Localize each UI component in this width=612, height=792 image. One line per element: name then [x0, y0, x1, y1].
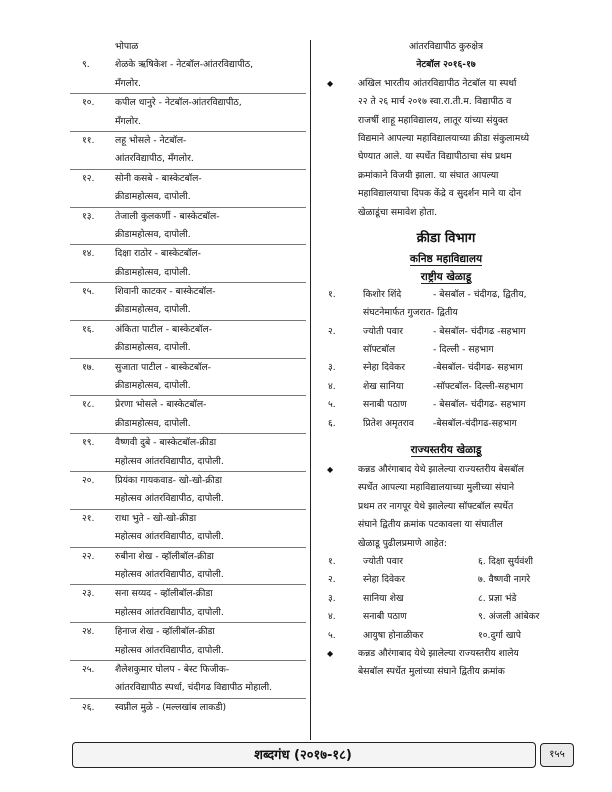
entry-name-sport: लहू भोसले - नेटबॉल- — [115, 134, 187, 146]
player-number: ४. — [328, 611, 336, 623]
entry-number: १४. — [82, 248, 95, 260]
left-top-line: भोपाळ — [115, 41, 139, 52]
state-paragraph — [318, 461, 574, 553]
entry-venue: आंतरविद्यापीठ, मँगलोर. — [115, 153, 194, 165]
paragraph-line — [318, 498, 574, 516]
sub-title: कनिष्ठ महाविद्यालय — [409, 252, 483, 265]
entry-line-2 — [70, 75, 306, 94]
entry-line-2 — [70, 679, 306, 698]
player-name-second: १०.दुर्गा खापे — [478, 629, 521, 641]
state-players-list — [318, 553, 574, 645]
bullet-icon: ◆ — [327, 78, 334, 88]
entry-venue: क्रीडामहोत्सव, दापोली. — [115, 380, 191, 392]
page-number: १५५ — [540, 743, 574, 767]
section-title: क्रीडा विभाग — [416, 230, 476, 246]
player-detail: -बेसबॉल- चंदीगढ- सहभाग — [433, 362, 523, 374]
player-number: २. — [328, 574, 336, 586]
netball-paragraph — [318, 75, 574, 222]
column-divider — [310, 40, 311, 740]
entry-venue: मँगलोर. — [115, 115, 141, 127]
player-number: १. — [328, 555, 336, 567]
player-name: ज्योती पवार — [363, 555, 403, 567]
entry-name-sport: दिक्षा राठोर - बास्केटबॉल- — [115, 248, 201, 260]
player-number: २. — [328, 325, 336, 337]
right-column — [318, 38, 574, 682]
player-name-second: ९. अंजली आंबेकर — [478, 611, 540, 623]
player-name: किशोर शिंदे — [363, 288, 402, 300]
entry-name-sport: प्रियंका गायकवाड- खो-खो-क्रीडा — [115, 474, 223, 486]
entry-name-sport: प्रेरणा भोसले - बास्केटबॉल- — [115, 399, 207, 411]
entry-line-2 — [70, 264, 306, 283]
player-name: सनाबी पठाण — [363, 611, 407, 623]
entry-venue: महोत्सव आंतरविद्यापीठ, दापोली. — [115, 644, 224, 656]
entry-number: २५. — [82, 663, 95, 675]
player-number: ३. — [328, 592, 336, 604]
entry-name-sport: स्वप्नील मुळे - (मल्लखांब लाकडी) — [115, 701, 227, 713]
entry-line-2 — [70, 415, 306, 434]
player-detail: - दिल्ली - सहभाग — [433, 344, 494, 356]
entry-venue: महोत्सव आंतरविद्यापीठ, दापोली. — [115, 568, 224, 580]
entry-name-sport: राधा भुते - खो-खो-क्रीडा — [115, 512, 197, 524]
paragraph-line — [318, 185, 574, 203]
national-player-row — [318, 341, 574, 359]
entry-line-1 — [70, 208, 306, 226]
state-player-row — [318, 553, 574, 571]
player-number: १. — [328, 288, 336, 300]
paragraph-line — [318, 663, 574, 681]
paragraph-line — [318, 516, 574, 534]
page-footer — [72, 742, 572, 770]
entry-line-2 — [70, 377, 306, 396]
paragraph-line — [318, 75, 574, 93]
player-number: ५. — [328, 399, 336, 411]
entry-line-1 — [70, 94, 306, 112]
entry-line-1 — [70, 170, 306, 188]
entry-line-2 — [70, 528, 306, 547]
player-name: आयुषा होनाळीकर — [363, 629, 424, 641]
national-player-row — [318, 323, 574, 341]
bullet-icon: ◆ — [327, 648, 334, 658]
entry-line-2 — [70, 642, 306, 661]
entry-venue: मँगलोर. — [115, 77, 141, 89]
entry-name-sport: वैष्णवी दुबे - बास्केटबॉल-क्रीडा — [115, 437, 217, 449]
paragraph-text: स्पर्धेत आपल्या महाविद्यालयाच्या मुलीच्या संघाने — [358, 482, 515, 494]
paragraph-text: कन्नड औरंगाबाद येथे झालेल्या राज्यस्तरीय शालेय — [358, 647, 519, 659]
state-heading: राज्यस्तरीय खेळाडू — [410, 444, 482, 457]
player-number: ५. — [328, 629, 336, 641]
player-name-second: ७. वैष्णवी नागरे — [478, 574, 531, 586]
school-paragraph — [318, 645, 574, 682]
entry-number: १८. — [82, 399, 95, 411]
bullet-icon: ◆ — [327, 465, 334, 475]
entry-number: २३. — [82, 588, 95, 600]
player-name: स्नेहा दिवेकर — [363, 574, 405, 586]
entry-line-1 — [70, 585, 306, 603]
entry-venue: क्रीडामहोत्सव, दापोली. — [115, 266, 191, 278]
paragraph-text: विद्यमाने आपल्या महाविद्यालयाच्या क्रीडा संकुलामध्ये — [358, 132, 530, 144]
national-players-list — [318, 286, 574, 433]
entry-line-1 — [70, 283, 306, 301]
entry-number: १३. — [82, 210, 95, 222]
player-name: शेख सानिया — [363, 380, 404, 392]
player-detail: - बेसबॉल - चंदीगढ, द्वितीय, — [433, 288, 527, 300]
national-player-extra — [318, 304, 574, 322]
entry-venue: महोत्सव आंतरविद्यापीठ, दापोली. — [115, 455, 224, 467]
player-name: सनाबी पठाण — [363, 399, 407, 411]
entry-venue: क्रीडामहोत्सव, दापोली. — [115, 228, 191, 240]
national-player-row — [318, 396, 574, 414]
entry-venue: महोत्सव आंतरविद्यापीठ, दापोली. — [115, 531, 224, 543]
entry-name-sport: तेजाली कुलकर्णी - बास्केटबॉल- — [115, 210, 220, 222]
entry-number: २२. — [82, 550, 95, 562]
paragraph-text: राजर्षी शाहू महाविद्यालय, लातूर यांच्या संयुक्त — [358, 114, 508, 126]
entry-name-sport: हिनाज शेख - व्हॉलीबॉल-क्रीडा — [115, 626, 215, 638]
entry-venue: क्रीडामहोत्सव, दापोली. — [115, 417, 191, 429]
entry-name-sport: सुजाता पाटील - बास्केटबॉल- — [115, 361, 211, 373]
entry-venue: महोत्सव आंतरविद्यापीठ, दापोली. — [115, 606, 224, 618]
player-detail: -बेसबॉल-चंदीगढ-सहभाग — [433, 417, 517, 429]
state-player-row — [318, 627, 574, 645]
entry-line-2 — [70, 113, 306, 132]
state-player-row — [318, 608, 574, 626]
entry-number: १७. — [82, 361, 95, 373]
entry-name-sport: सोनी कसबे - बास्केटबॉल- — [115, 172, 202, 184]
entry-name-sport: शिवानी काटकर - बास्केटबॉल- — [115, 286, 216, 298]
entry-line-2 — [70, 566, 306, 585]
player-name: ज्योती पवार — [363, 325, 403, 337]
paragraph-text: खेळाडू पुढीलप्रमाणे आहेत: — [358, 537, 447, 549]
player-number: ३. — [328, 362, 336, 374]
paragraph-line — [318, 535, 574, 553]
entry-line-2 — [70, 188, 306, 207]
paragraph-line — [318, 479, 574, 497]
entry-number: २१. — [82, 512, 95, 524]
entry-line-1 — [70, 623, 306, 641]
paragraph-text: कन्नड औरंगाबाद येथे झालेल्या राज्यस्तरीय बेसबॉल — [358, 464, 524, 476]
player-name: स्नेहा दिवेकर — [363, 362, 405, 374]
national-player-row — [318, 415, 574, 433]
entry-name-sport: शेळके ऋषिकेश - नेटबॉल-आंतरविद्यापीठ, — [115, 59, 253, 71]
entry-line-2 — [70, 226, 306, 245]
entry-number: २४. — [82, 626, 95, 638]
national-heading: राष्ट्रीय खेळाडू — [420, 270, 472, 283]
state-player-row — [318, 571, 574, 589]
paragraph-line — [318, 461, 574, 479]
footer-title: शब्दगंध (२०१७-१८) — [254, 748, 352, 763]
entry-line-2 — [70, 604, 306, 623]
entry-line-1 — [70, 699, 306, 717]
paragraph-text: महाविद्यालयाचा दिपक केंद्रे व सुदर्शन माने या दोन — [358, 188, 522, 200]
entry-line-1 — [70, 321, 306, 339]
entry-name-sport: सना सय्यद - व्हॉलीबॉल-क्रीडा — [115, 588, 213, 600]
entry-line-1 — [70, 132, 306, 150]
paragraph-line — [318, 148, 574, 166]
entry-number: २६. — [82, 701, 95, 713]
state-player-row — [318, 590, 574, 608]
paragraph-line — [318, 645, 574, 663]
paragraph-text: क्रमांकाने विजयी झाला. या संघात आपल्या — [358, 169, 499, 181]
entry-line-1 — [70, 510, 306, 528]
left-column — [70, 38, 306, 717]
entry-number: १०. — [82, 97, 95, 109]
netball-heading: नेटबॉल २०१६-१७ — [416, 59, 476, 71]
player-detail: - बेसबॉल- चंदीगढ -सहभाग — [433, 325, 526, 337]
paragraph-text: प्रथम तर नागपूर येथे झालेल्या सॉफ्टबॉल स्पर्धेत — [358, 500, 514, 512]
entry-line-2 — [70, 301, 306, 320]
paragraph-text: अखिल भारतीय आंतरविद्यापीठ नेटबॉल या स्पर्धा — [358, 77, 517, 89]
player-name: सॉफ्टबॉल — [363, 344, 396, 356]
paragraph-line — [318, 204, 574, 222]
paragraph-text: घेण्यात आले. या स्पर्धेत विद्यापीठाचा संघ प्रथम — [358, 151, 512, 163]
entry-number: १९. — [82, 437, 95, 449]
entry-line-1 — [70, 472, 306, 490]
paragraph-line — [318, 167, 574, 185]
entry-number: १२. — [82, 172, 95, 184]
entry-line-1 — [70, 434, 306, 452]
paragraph-text: खेळाडूंचा समावेश होता. — [358, 206, 438, 218]
national-player-row — [318, 286, 574, 304]
entry-number: १५. — [82, 286, 95, 298]
entry-venue: आंतरविद्यापीठ स्पर्धा, चंदीगढ विद्यापीठ मोहाली. — [115, 682, 273, 694]
entry-line-1 — [70, 661, 306, 679]
player-name-second: ६. दिक्षा सुर्यवंशी — [478, 555, 534, 567]
entry-name-sport: कपील धानुरे - नेटबॉल-आंतरविद्यापीठ, — [115, 97, 242, 109]
national-player-row — [318, 359, 574, 377]
entry-line-1 — [70, 359, 306, 377]
entry-line-2 — [70, 150, 306, 169]
entry-number: २०. — [82, 474, 95, 486]
entry-number: ११. — [82, 134, 95, 146]
player-name: सानिया शेख — [363, 592, 404, 604]
player-name-second: ८. प्रज्ञा भंडे — [478, 592, 517, 604]
paragraph-line — [318, 112, 574, 130]
paragraph-line — [318, 93, 574, 111]
entry-line-1 — [70, 56, 306, 74]
entry-venue: क्रीडामहोत्सव, दापोली. — [115, 304, 191, 316]
paragraph-text: २२ ते २६ मार्च २०१७ स्वा.रा.ती.म. विद्यापीठ व — [358, 96, 512, 108]
paragraph-text: बेसबॉल स्पर्धेत मुलांच्या संघाने द्वितीय क्रमांक — [358, 666, 505, 678]
entry-number: १६. — [82, 323, 95, 335]
entry-venue: महोत्सव आंतरविद्यापीठ, दापोली. — [115, 493, 224, 505]
player-number: ६. — [328, 417, 336, 429]
national-player-row — [318, 378, 574, 396]
entry-venue: क्रीडामहोत्सव, दापोली. — [115, 191, 191, 203]
player-number: ४. — [328, 380, 336, 392]
entry-line-2 — [70, 453, 306, 472]
player-detail: -सॉफ्टबॉल- दिल्ली-सहभाग — [433, 380, 524, 392]
entry-number: ९. — [82, 59, 90, 71]
player-detail: - बेसबॉल- चंदीगढ- सहभाग — [433, 399, 526, 411]
entry-line-2 — [70, 339, 306, 358]
player-name: प्रितेश अमृतराव — [363, 417, 415, 429]
entry-line-1 — [70, 396, 306, 414]
entry-line-2 — [70, 490, 306, 509]
player-extra: संघटनेमार्फत गुजरात- द्वितीय — [363, 307, 458, 319]
entry-name-sport: रुबीना शेख - व्हॉलीबॉल-क्रीडा — [115, 550, 214, 562]
paragraph-text: संघाने द्वितीय क्रमांक पटकावला या संघातील — [358, 519, 503, 531]
entry-venue: क्रीडामहोत्सव, दापोली. — [115, 342, 191, 354]
entry-line-1 — [70, 548, 306, 566]
paragraph-line — [318, 130, 574, 148]
right-top-line: आंतरविद्यापीठ कुरुक्षेत्र — [408, 41, 484, 52]
entry-line-1 — [70, 245, 306, 263]
entry-name-sport: अंकिता पाटील - बास्केटबॉल- — [115, 323, 213, 335]
entry-name-sport: शैलेशकुमार घोलप - बेस्ट फिजीक- — [115, 663, 230, 675]
